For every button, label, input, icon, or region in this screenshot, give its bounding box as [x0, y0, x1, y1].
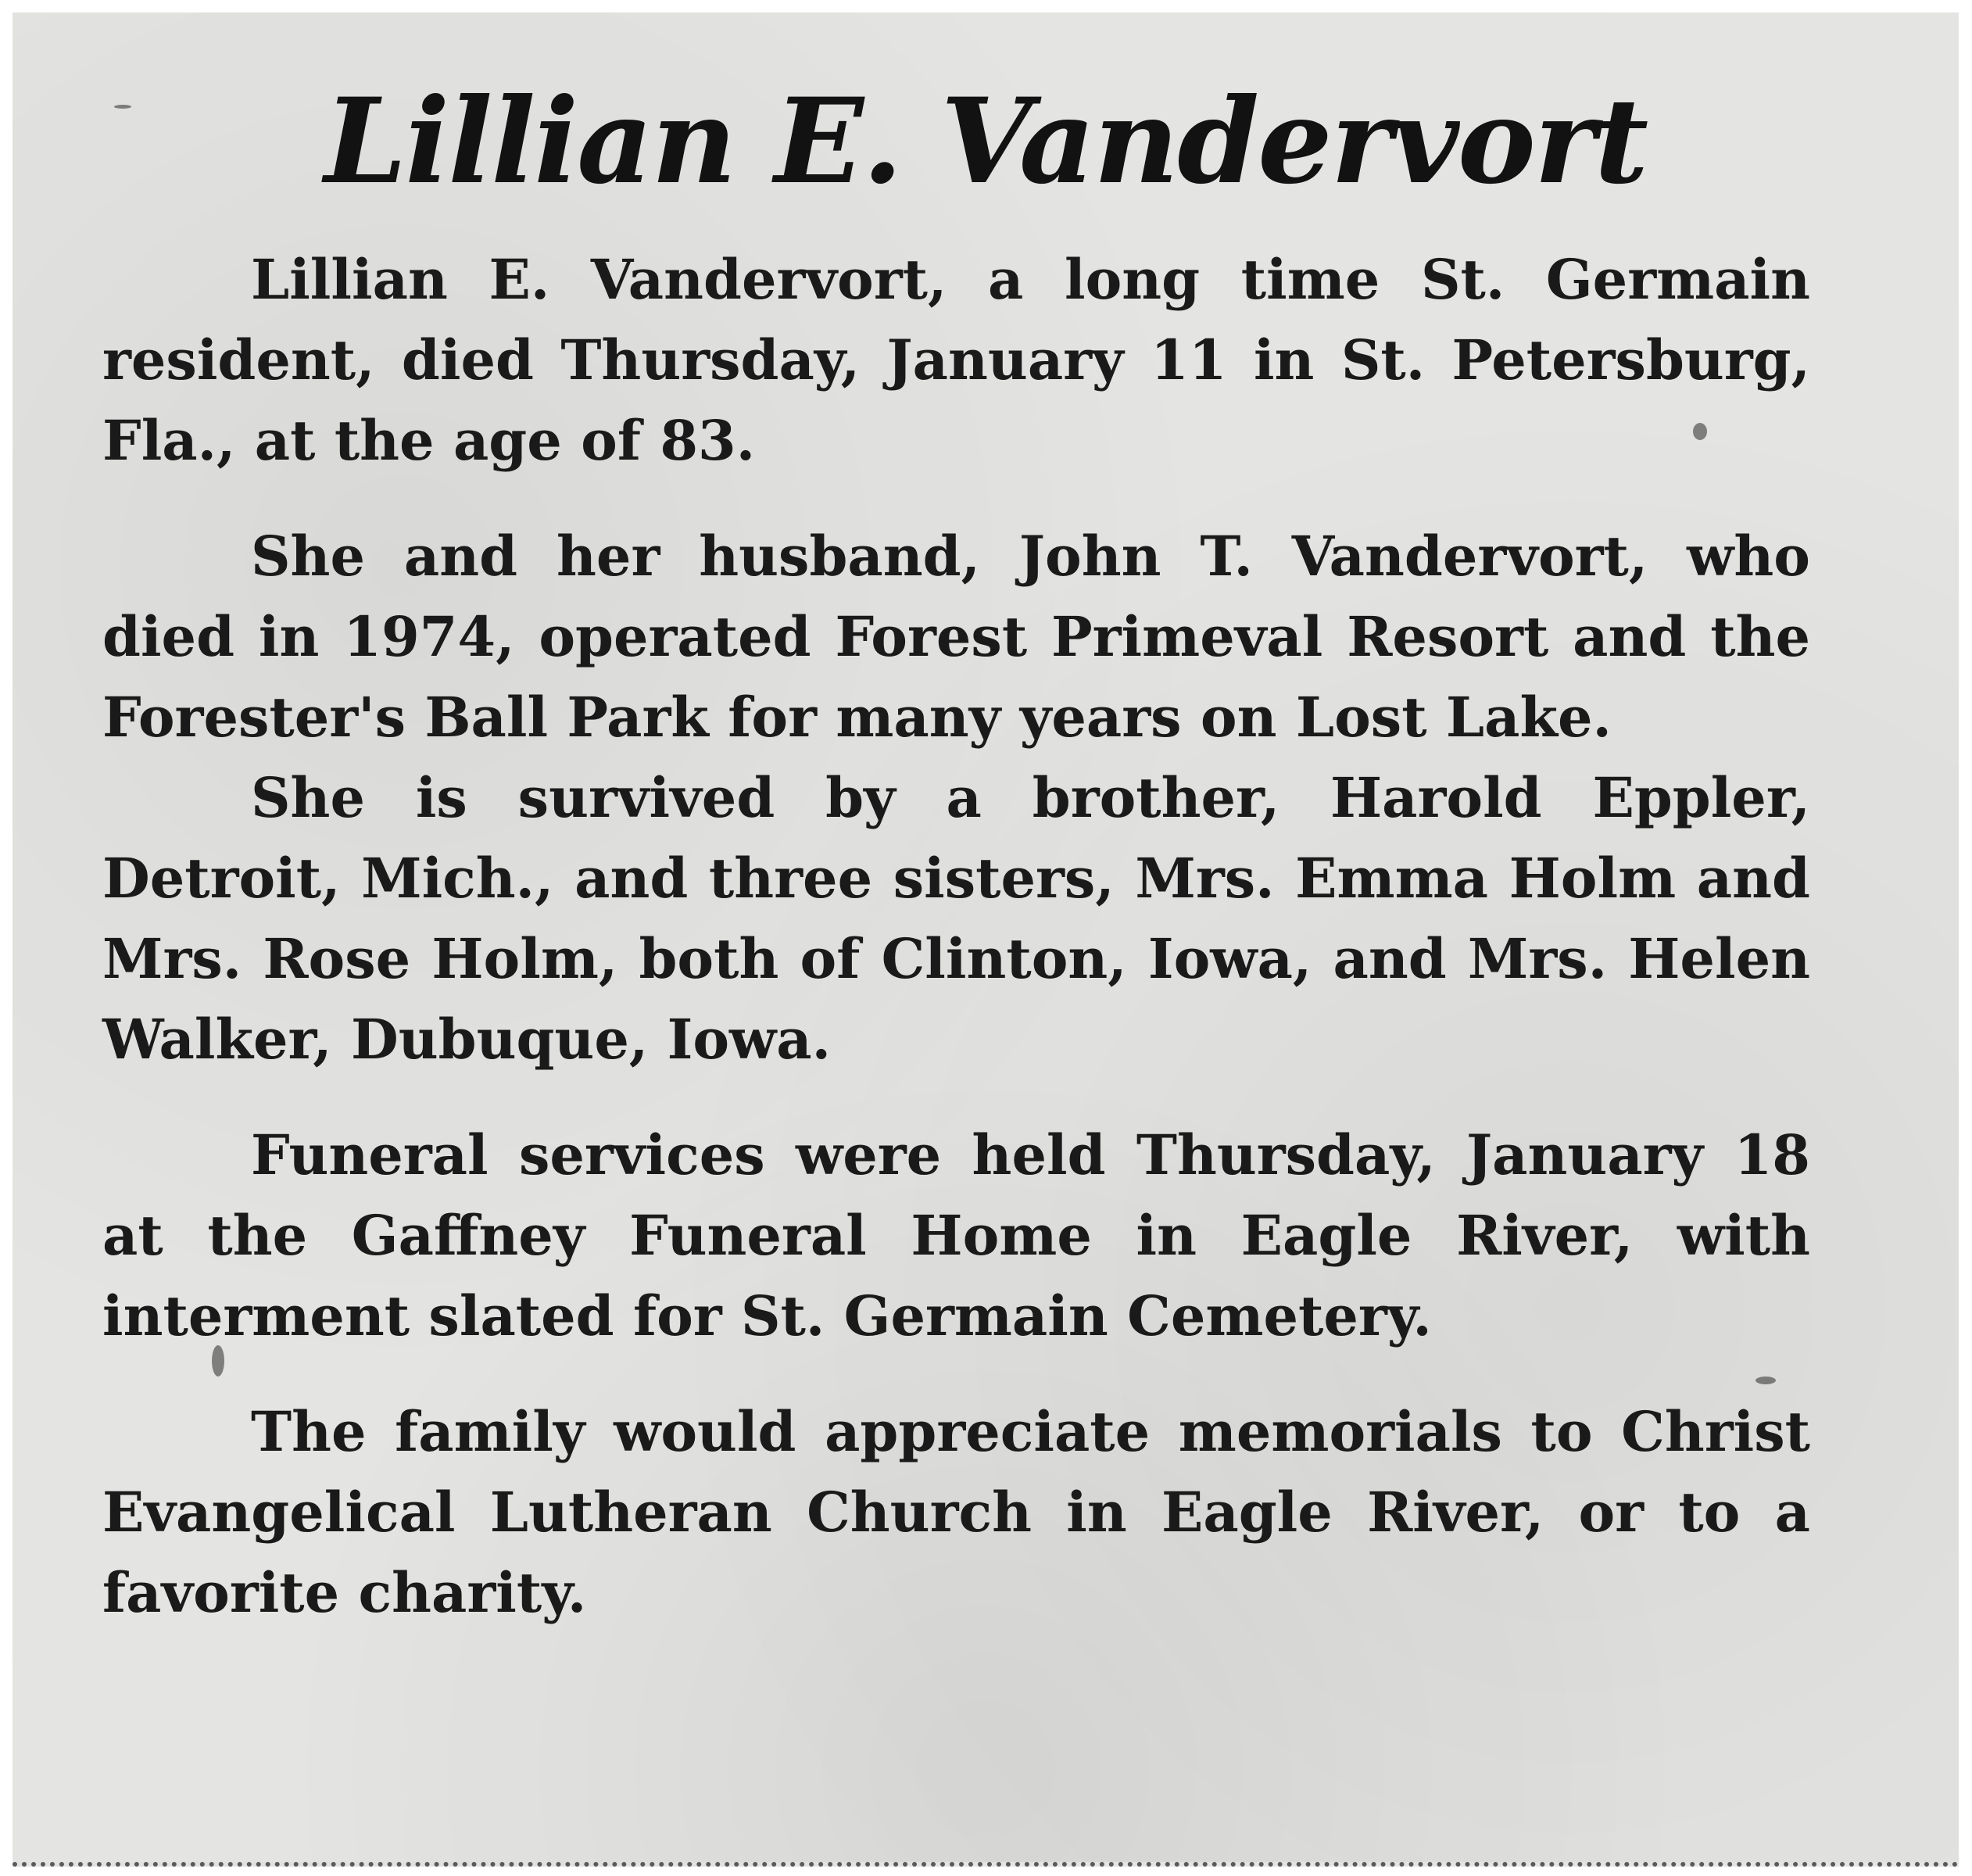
obituary-headline: Lillian E. Vandervort	[324, 73, 1648, 210]
obituary-paragraph-memorials: The family would appreciate memorials to Christ Evangelical Lutheran Church in Eagle River, or to a favorite charity.	[102, 1399, 1810, 1625]
obituary-paragraph-survivors: She is survived by a brother, Harold Eppler, Detroit, Mich., and three sisters, Mrs. Emma Holm and Mrs. Rose Holm, both of Clinton, Iowa, and Mrs. Helen Walker, Dubuque, Iowa.	[102, 765, 1810, 1072]
obituary-body	[102, 239, 1810, 1633]
newspaper-clipping	[13, 13, 1959, 1867]
obituary-paragraph-resort: She and her husband, John T. Vandervort, who died in 1974, operated Forest Primeval Resort and the Forester's Ball Park for many years on Lost Lake.	[102, 524, 1810, 750]
obituary-paragraph-funeral: Funeral services were held Thursday, January 18 at the Gaffney Funeral Home in Eagle River, with interment slated for St. Germain Cemetery.	[102, 1122, 1810, 1348]
obituary-paragraph-death: Lillian E. Vandervort, a long time St. Germain resident, died Thursday, January 11 in St. Petersburg, Fla., at the age of 83.	[102, 247, 1810, 473]
